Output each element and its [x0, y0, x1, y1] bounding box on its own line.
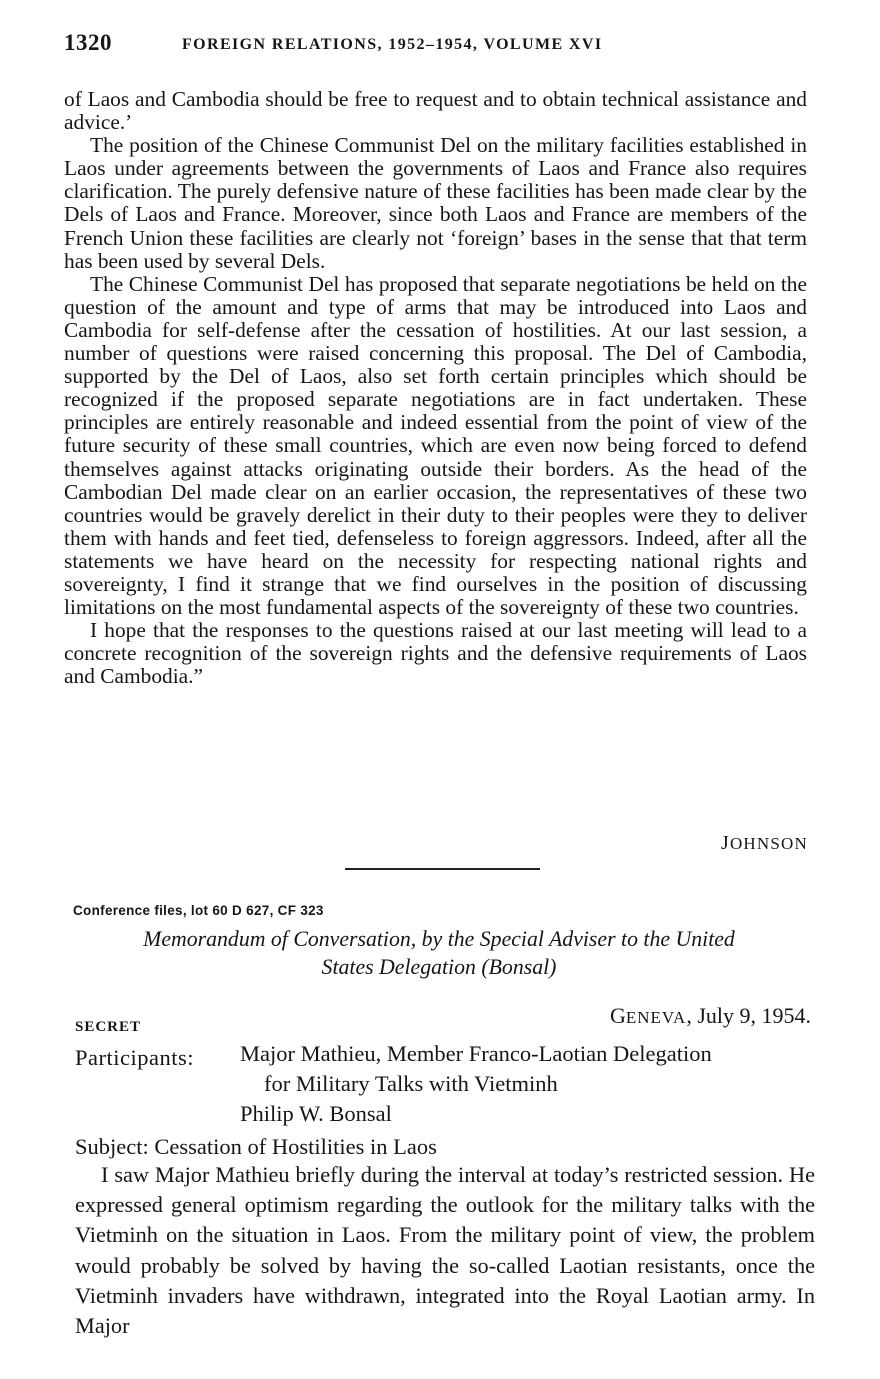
subject-line: [75, 1134, 437, 1160]
paragraph-military-facilities: The position of the Chinese Communist Del on the military facilities established in Laos under agreements between the governments of Laos and France also requires clarification. The purely defensive nature of these facilities has been made clear by the Dels of Laos and France. Moreover, since both Laos and France are members of the French Union these facilities are clearly not ‘foreign’ bases in the sense that that term has been used by several Dels.: [64, 133, 807, 273]
paragraph-arms-negotiations: The Chinese Communist Del has proposed that separate negotiations be held on the question of the amount and type of arms that may be introduced into Laos and Cambodia for self-defense after the cessation of hostilities. At our last session, a number of questions were raised concerning this proposal. The Del of Cambodia, supported by the Del of Laos, also set forth certain principles which should be recognized if the proposed separate negotiations are in fact undertaken. These principles are entirely reasonable and indeed essential from the point of view of the future security of these small countries, which are even now being forced to defend themselves against attacks originating outside their borders. As the head of the Cambodian Del made clear on an earlier occasion, the representatives of these two countries would be gravely derelict in their duty to their peoples were they to deliver them with hands and feet tied, defenseless to foreign aggressors. Indeed, after all the statements we have heard on the necessity for respecting national rights and sovereignty, I find it strange that we find ourselves in the position of discussing limitations on the most fundamental aspects of the sovereignty of these two countries.: [64, 271, 807, 620]
classification-marking: SECRET: [75, 1019, 142, 1035]
place-initial: G: [610, 1003, 626, 1028]
participant-mathieu-line-1: Major Mathieu, Member Franco-Laotian Delegation: [240, 1041, 712, 1066]
running-title: FOREIGN RELATIONS, 1952–1954, VOLUME XVI: [182, 36, 603, 53]
page-number: 1320: [64, 30, 112, 55]
place-rest: ENEVA: [625, 1008, 687, 1027]
telegram-text: [64, 88, 807, 688]
participants-label: Participants:: [75, 1045, 194, 1070]
document-title: [66, 925, 812, 981]
signature: [520, 832, 808, 855]
memo-paragraph: I saw Major Mathieu briefly during the interval at today’s restricted session. He expressed general optimism regarding the outlook for the military talks with the Vietminh on the situation in Laos. From the military point of view, the problem would probably be solved by having the so-called Laotian resistants, once the Vietminh invaders have withdrawn, integrated into the Royal Laotian army. In Major: [75, 1162, 815, 1339]
section-divider: [345, 868, 540, 870]
subject-text: Cessation of Hostilities in Laos: [154, 1134, 437, 1159]
document-title-line-1: Memorandum of Conversation, by the Special Adviser to the United: [143, 927, 735, 951]
date: , July 9, 1954.: [686, 1003, 811, 1028]
dateline: [520, 1003, 811, 1029]
signature-rest: OHNSON: [729, 834, 808, 853]
participants-list: [240, 1039, 815, 1129]
participant-bonsal: Philip W. Bonsal: [240, 1101, 392, 1126]
paragraph-closing-hope: I hope that the responses to the questions raised at our last meeting will lead to a concrete recognition of the sovereign rights and the defensive requirements of Laos and Cambodia.”: [64, 618, 807, 689]
signature-initial: J: [720, 832, 730, 854]
document-title-line-2: States Delegation (Bonsal): [321, 955, 557, 979]
source-note: Conference files, lot 60 D 627, CF 323: [73, 903, 324, 918]
participant-mathieu-line-2: for Military Talks with Vietminh: [264, 1071, 558, 1096]
page-header: [64, 30, 824, 64]
participant-mathieu: [240, 1039, 815, 1099]
memo-body: [75, 1160, 815, 1341]
subject-label: Subject:: [75, 1134, 149, 1159]
paragraph-continuation: of Laos and Cambodia should be free to request and to obtain technical assistance and advice.’: [64, 87, 807, 135]
